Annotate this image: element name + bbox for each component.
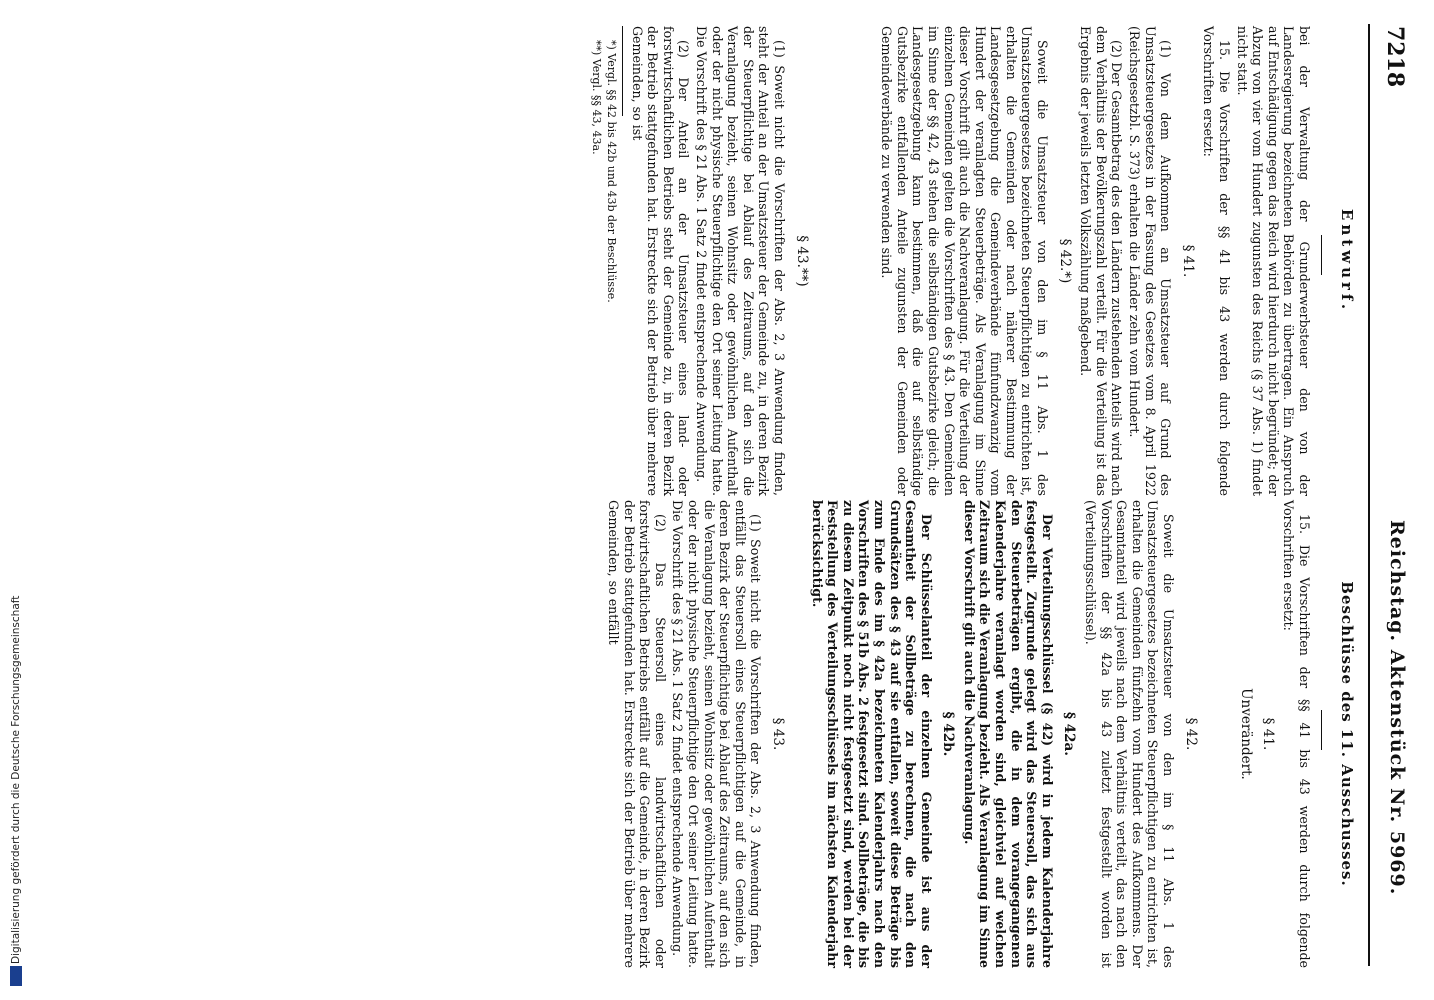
left-title-rule: [1321, 235, 1322, 275]
right-s42a-heading: § 42a.: [1061, 712, 1078, 756]
right-s42-paragraph-1: Soweit die Umsatzsteuer von den im § 11 Abs. 1 des Umsatzsteuergesetzes bezeichneten Steuerpflichtigen zu entrichten ist, erhalten die Gemeinden fünfzehn vom Hundert des Aufkommens. Der Gesamtanteil wird jeweils nach dem Verhältnis verteilt, das nach den Vorschriften der §§ 42a bis 43 zuletzt festgestellt worden ist (Verteilungsschlüssel).: [1083, 500, 1177, 968]
left-s41-heading: § 41.: [1179, 244, 1196, 278]
dfg-footer: [4, 4, 24, 994]
dfg-logo-icon: [10, 966, 22, 986]
right-s43-heading: § 43.: [769, 717, 786, 751]
right-s41-heading: § 41.: [1259, 717, 1276, 751]
left-s43-heading: § 43.**): [793, 235, 810, 287]
right-title-rule: [1321, 710, 1322, 750]
left-column: [588, 26, 1312, 496]
left-s42-paragraph-1: Soweit die Umsatzsteuer von den im § 11 Abs. 1 des Umsatzsteuergesetzes bezeichneten Steuerpflichtigen zu entrichten ist, erhalten die Gemeinden oder nach näherer Bestimmung der Landesgesetzgebung die Gemeindeverbände fünfundzwanzig vom Hundert der veranlagten Steuerbeträge. Als Veranlagung im Sinne dieser Vorschrift gilt auch die Nachveranlagung. Für die Verteilung der einzelnen Gemeinden gelten die Vorschriften des § 43. Den Gemeinden im Sinne der §§ 42, 43 stehen die selbständigen Gutsbezirke gleich; die Landesgesetzgebung kann bestimmen, daß die auf selbständige Gutsbezirke entfallenden Anteile zugunsten der Gemeinden oder Gemeindeverbände zu verwenden sind.: [879, 26, 1051, 496]
left-item-15: 15. Die Vorschriften der §§ 41 bis 43 werden durch folgende Vorschriften ersetzt:: [1201, 26, 1233, 496]
left-s41-paragraph-1: (1) Von dem Aufkommen an Umsatzsteuer auf Grund des Umsatzsteuergesetzes in der Fassung des Gesetzes vom 8. April 1922 (Reichsgesetzbl. S. 373) erhalten die Länder zehn vom Hundert.: [1127, 26, 1174, 496]
left-column-title: Entwurf.: [1338, 208, 1356, 314]
footnote-rule: [622, 26, 623, 116]
right-column-title: Beschlüsse des 11. Ausschusses.: [1338, 581, 1356, 887]
left-intro: bei der Verwaltung der Grunderwerbsteuer den von der Landesregierung bezeichneten Behörden zu übertragen. Ein Anspruch auf Entschädigung gegen das Reich wird hierdurch nicht begründet; der Abzug von vier vom Hundert zugunsten des Reichs (§ 37 Abs. 1) findet nicht statt.: [1234, 26, 1312, 496]
left-s41-paragraph-2: (2) Der Gesamtbetrag des den Ländern zustehenden Anteils wird nach dem Verhältnis der Bevölkerungszahl verteilt. Für die Verteilung ist das Ergebnis der jeweils letzten Volkszählung maßgebend.: [1078, 26, 1125, 496]
footnote-2: **) Vergl. §§ 43, 43a.: [590, 40, 604, 155]
left-s43-paragraph-1: (1) Soweit nicht die Vorschriften der Abs. 2, 3 Anwendung finden, steht der Anteil an der Umsatzsteuer der Gemeinde zu, in deren Bezirk der Steuerpflichtige bei Ablauf des Zeitraums, auf den sich die Veranlagung bezieht, seinen Wohnsitz oder gewöhnlichen Aufenthalt oder der nicht physische Steuerpflichtige den Ort seiner Leitung hatte. Die Vorschrift des § 21 Abs. 1 Satz 2 findet entsprechende Anwendung.: [694, 26, 787, 496]
right-s41-text: Unverändert.: [1238, 688, 1255, 780]
running-head: Reichstag. Aktenstück Nr. 5969.: [1386, 520, 1408, 896]
right-s43-paragraph-2: (2) Das Steuersoll eines landwirtschaftlichen oder forstwirtschaftlichen Betriebs entfällt auf die Gemeinde, in deren Bezirk der Betrieb stattgefunden hat. Erstreckte sich der Betrieb über mehrere Gemeinden, so entfällt: [606, 500, 668, 968]
footnote-1: *) Vergl. §§ 42 bis 42b und 43b der Beschlüsse.: [605, 40, 619, 303]
header-rule: [1368, 24, 1370, 966]
right-s42-heading: § 42.: [1182, 717, 1199, 751]
left-s43-paragraph-2: (2) Der Anteil an der Umsatzsteuer eines land- oder forstwirtschaftlichen Betriebs steht der Gemeinde zu, in deren Bezirk der Betrieb stattgefunden hat. Erstreckte sich der Betrieb über mehrere Gemeinden, so ist: [629, 26, 692, 496]
right-s42b-paragraph-1: Der Schlüsselanteil der einzelnen Gemeinde ist aus der Gesamtheit der Sollbeträge zu berechnen, die nach den Grundsätzen des § 43 auf sie entfallen, soweit diese Beträge bis zum Ende des im § 42a bezeichneten Kalenderjahrs nach den Vorschriften des § 51b Abs. 2 festgesetzt sind. Sollbeträge, die bis zu diesem Zeitpunkt noch nicht festgesetzt sind, werden bei der Feststellung des Verteilungsschlüssels im nächsten Kalenderjahr berücksichtigt.: [809, 500, 934, 968]
right-column: [603, 500, 1312, 968]
right-item-15: 15. Die Vorschriften der §§ 41 bis 43 werden durch folgende Vorschriften ersetzt:: [1281, 500, 1312, 968]
dfg-note: Digitalisierung gefördert durch die Deutsche Forschungsgemeinschaft: [10, 595, 22, 964]
right-s43-paragraph-1: (1) Soweit nicht die Vorschriften der Abs. 2, 3 Anwendung finden, entfällt das Steuersoll eines Steuerpflichtigen auf die Gemeinde, in deren Bezirk der Steuerpflichtige bei Ablauf des Zeitraums, auf den sich die Veranlagung bezieht, seinen Wohnsitz oder gewöhnlichen Aufenthalt oder der nicht physische Steuerpflichtige den Ort seiner Leitung hatte. Die Vorschrift des § 21 Abs. 1 Satz 2 findet entsprechende Anwendung.: [670, 500, 764, 968]
page-number: 7218: [1382, 26, 1408, 88]
right-s42b-heading: § 42b.: [940, 711, 957, 757]
right-s42a-paragraph-1: Der Verteilungsschlüssel (§ 42) wird in jedem Kalenderjahre festgestellt. Zugrunde gelegt wird das Steuersoll, das sich aus den Steuerbeträgen ergibt, die in dem vorangegangenen Kalenderjahre veranlagt worden sind, gleichviel auf welchen Zeitraum sich die Veranlagung bezieht. Als Veranlagung im Sinne dieser Vorschrift gilt auch die Nachveranlagung.: [961, 500, 1055, 968]
left-s42-heading: § 42.*): [1056, 238, 1073, 284]
